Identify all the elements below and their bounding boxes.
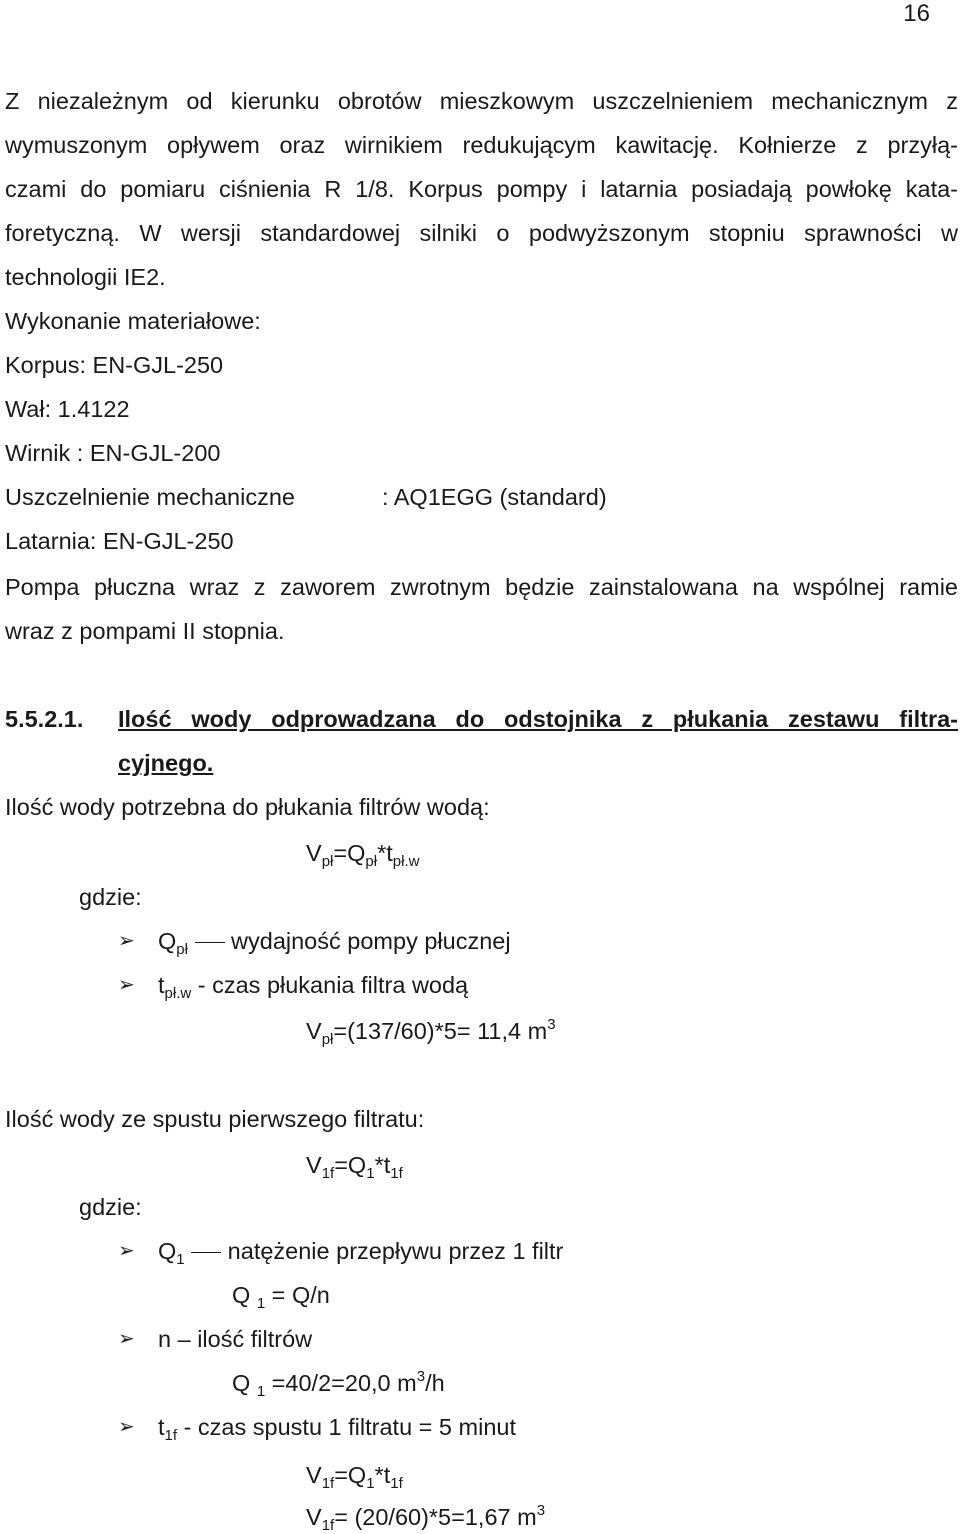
arrow-bullet-icon: ➢ bbox=[118, 1240, 135, 1262]
section-title-line-2: cyjnego. bbox=[118, 750, 214, 776]
material-korpus: Korpus: EN-GJL-250 bbox=[5, 352, 224, 378]
dash-line bbox=[191, 1252, 221, 1253]
section-number: 5.5.2.1. bbox=[5, 706, 84, 732]
material-seal-value: : AQ1EGG (standard) bbox=[382, 484, 607, 510]
arrow-bullet-icon: ➢ bbox=[118, 1416, 135, 1438]
page-number: 16 bbox=[903, 0, 930, 27]
material-latarnia: Latarnia: EN-GJL-250 bbox=[5, 528, 234, 554]
intro-line-3: czami do pomiaru ciśnienia R 1/8. Korpus pompy i latarnia posiadają powłokę kata- bbox=[5, 176, 958, 202]
filtrate-bullet-3: $t_{1f}$ - czas spustu 1 filtratu = 5 minut bbox=[158, 1414, 516, 1444]
arrow-bullet-icon: ➢ bbox=[118, 930, 135, 952]
q1-calculation: Q $_1$ =40/2=20,0 $m^3/h$ bbox=[232, 1368, 445, 1400]
filtrate-formula-2: $V_{1f}=Q_1*t_{1f}$ bbox=[306, 1462, 403, 1492]
wash-bullet-1: $Q_{pł}$ wydajność pompy płucznej bbox=[158, 928, 511, 958]
pump-note-line-2: wraz z pompami II stopnia. bbox=[5, 618, 285, 644]
material-seal-label: Uszczelnienie mechaniczne bbox=[5, 484, 295, 510]
filtrate-result: $V_{1f}= (20/60)*5=1,67$ $m^3$ bbox=[306, 1502, 546, 1534]
wash-bullet-2: $t_{pł.w}$ - czas płukania filtra wodą bbox=[158, 972, 469, 1002]
arrow-bullet-icon: ➢ bbox=[118, 1328, 135, 1350]
wash-formula: $V_{pł}=Q_{pł}*t_{pł.w}$ bbox=[306, 840, 420, 870]
dash-line bbox=[195, 942, 225, 943]
filtrate-formula: $V_{1f}=Q_1*t_{1f}$ bbox=[306, 1152, 403, 1182]
arrow-bullet-icon: ➢ bbox=[118, 974, 135, 996]
intro-line-5: technologii IE2. bbox=[5, 264, 166, 290]
materials-heading: Wykonanie materiałowe: bbox=[5, 308, 261, 334]
filtrate-bullet-1: $Q_1$ natężenie przepływu przez 1 filtr bbox=[158, 1238, 564, 1268]
wash-gdzie: gdzie: bbox=[79, 884, 142, 910]
intro-line-1: Z niezależnym od kierunku obrotów mieszkowym uszczelnieniem mechanicznym z bbox=[5, 88, 958, 114]
filtrate-intro: Ilość wody ze spustu pierwszego filtratu: bbox=[5, 1106, 425, 1132]
intro-line-2: wymuszonym opływem oraz wirnikiem redukującym kawitację. Kołnierze z przyłą- bbox=[5, 132, 958, 158]
intro-line-4: foretyczną. W wersji standardowej silniki o podwyższonym stopniu sprawności w bbox=[5, 220, 958, 246]
material-wirnik: Wirnik : EN-GJL-200 bbox=[5, 440, 221, 466]
wash-intro: Ilość wody potrzebna do płukania filtrów wodą: bbox=[5, 794, 490, 820]
filtrate-gdzie: gdzie: bbox=[79, 1194, 142, 1220]
q1-definition: Q $_1$ = Q/n bbox=[232, 1282, 330, 1312]
wash-result: $V_{pł}=(137/60)*5= 11,4$ $m^3$ bbox=[306, 1016, 556, 1048]
section-title-line-1: Ilość wody odprowadzana do odstojnika z płukania zestawu filtra- bbox=[118, 706, 958, 732]
filtrate-bullet-2: n – ilość filtrów bbox=[158, 1326, 313, 1352]
material-wal: Wał: 1.4122 bbox=[5, 396, 130, 422]
pump-note-line-1: Pompa płuczna wraz z zaworem zwrotnym będzie zainstalowana na wspólnej ramie bbox=[5, 574, 958, 600]
